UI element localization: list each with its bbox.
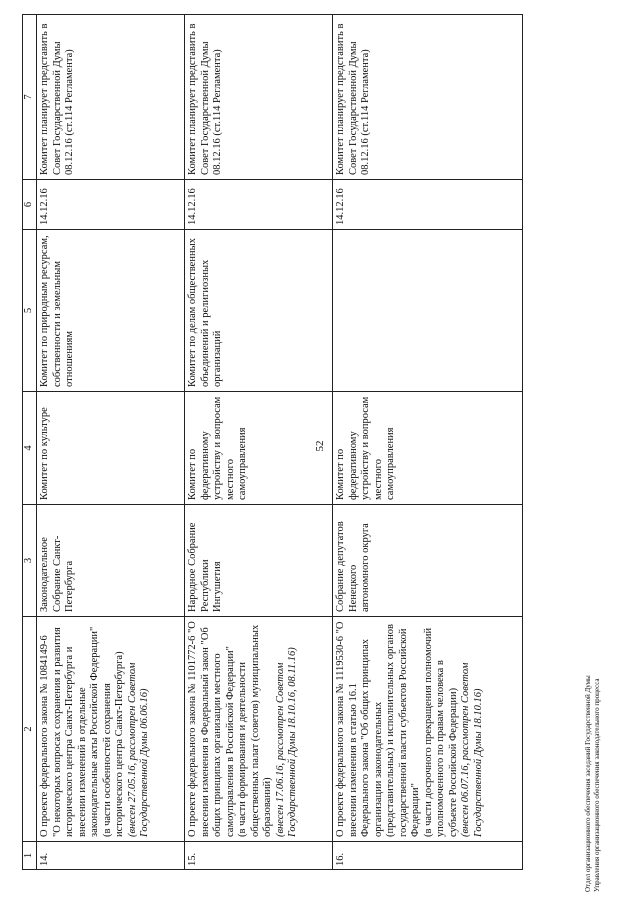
bill-note: (в части особенностей сохранения исторического центра Санкт-Петербурга) — [101, 651, 125, 837]
row-number: 16. — [333, 842, 523, 870]
page-number: 52 — [314, 440, 326, 452]
co-committee-cell: Комитет по культуре — [37, 392, 185, 505]
bill-title: О проекте федерального закона № 1101772-6 "О внесении изменения в Федеральный закон "Об общих принципах организации местного самоуправления в Российской Федерации" — [187, 621, 236, 837]
initiator-cell: Законодательное Собрание Санкт-Петербурга — [37, 505, 185, 617]
bill-title: О проекте федерального закона № 1084149-6 "О некоторых вопросах сохранения и развития исторического центра Санкт-Петербурга и внесении изменений в отдельные законодательные акты Российской Федерации" — [39, 626, 100, 837]
footer-line-1: Отдел организационного обеспечения заседаний Государственной Думы — [584, 675, 592, 892]
status-cell: Комитет планирует представить в Совет Государственной Думы 08.12.16 (ст.114 Регламента) — [37, 15, 185, 180]
date-cell: 14.12.16 — [37, 180, 185, 230]
lead-committee-cell: Комитет по делам общественных объединений и религиозных организаций — [185, 230, 333, 392]
header-row — [23, 15, 37, 870]
bill-introduced: (внесен 06.07.16, рассмотрен Советом Государственной Думы 18.10.16) — [460, 662, 484, 837]
col-header-6: 6 — [23, 180, 37, 230]
bill-cell — [37, 617, 185, 842]
date-cell: 14.12.16 — [333, 180, 523, 230]
col-header-2: 2 — [23, 617, 37, 842]
bill-title: О проекте федерального закона № 1119530-6 "О внесении изменения в статью 16.1 Федерального закона "Об общих принципах организации законодательных (представительных) и исполнительных органов государственной власти субъектов Российской Федерации" — [335, 621, 421, 837]
bill-cell — [185, 617, 333, 842]
table-row — [37, 15, 185, 870]
co-committee-cell: Комитет по федеративному устройству и вопросам местного самоуправления — [185, 392, 333, 505]
page-footer — [584, 592, 602, 892]
col-header-7: 7 — [23, 15, 37, 180]
initiator-cell: Собрание депутатов Ненецкого автономного округа — [333, 505, 523, 617]
bill-introduced: (внесен 27.05.16, рассмотрен Советом Государственной Думы 06.06.16) — [126, 662, 150, 837]
lead-committee-cell: Комитет по природным ресурсам, собственности и земельным отношениям — [37, 230, 185, 392]
status-cell: Комитет планирует представить в Совет Государственной Думы 08.12.16 (ст.114 Регламента) — [333, 15, 523, 180]
lead-committee-cell — [333, 230, 523, 392]
col-header-3: 3 — [23, 505, 37, 617]
row-number: 14. — [37, 842, 185, 870]
co-committee-cell: Комитет по федеративному устройству и вопросам местного самоуправления — [333, 392, 523, 505]
rotated-table-container — [22, 15, 632, 870]
bill-note: (в части досрочного прекращения полномочий уполномоченного по правам человека в субъекте Российской Федерации) — [422, 627, 459, 837]
col-header-5: 5 — [23, 230, 37, 392]
status-cell: Комитет планирует представить в Совет Государственной Думы 08.12.16 (ст.114 Регламента) — [185, 15, 333, 180]
initiator-cell: Народное Собрание Республики Ингушетия — [185, 505, 333, 617]
footer-line-2: Управления организационного обеспечения законодательного процесса — [593, 678, 601, 892]
bill-introduced: (внесен 17.06.16, рассмотрен Советом Государственной Думы 18.10.16, 08.11.16) — [274, 647, 298, 837]
col-header-1: 1 — [23, 842, 37, 870]
row-number: 15. — [185, 842, 333, 870]
date-cell: 14.12.16 — [185, 180, 333, 230]
bills-table — [22, 14, 523, 870]
table-row — [185, 15, 333, 870]
bill-cell — [333, 617, 523, 842]
table-row — [333, 15, 523, 870]
bill-note: (в части формирования и деятельности общественных палат (советов) муниципальных образований) — [237, 624, 273, 837]
col-header-4: 4 — [23, 392, 37, 505]
